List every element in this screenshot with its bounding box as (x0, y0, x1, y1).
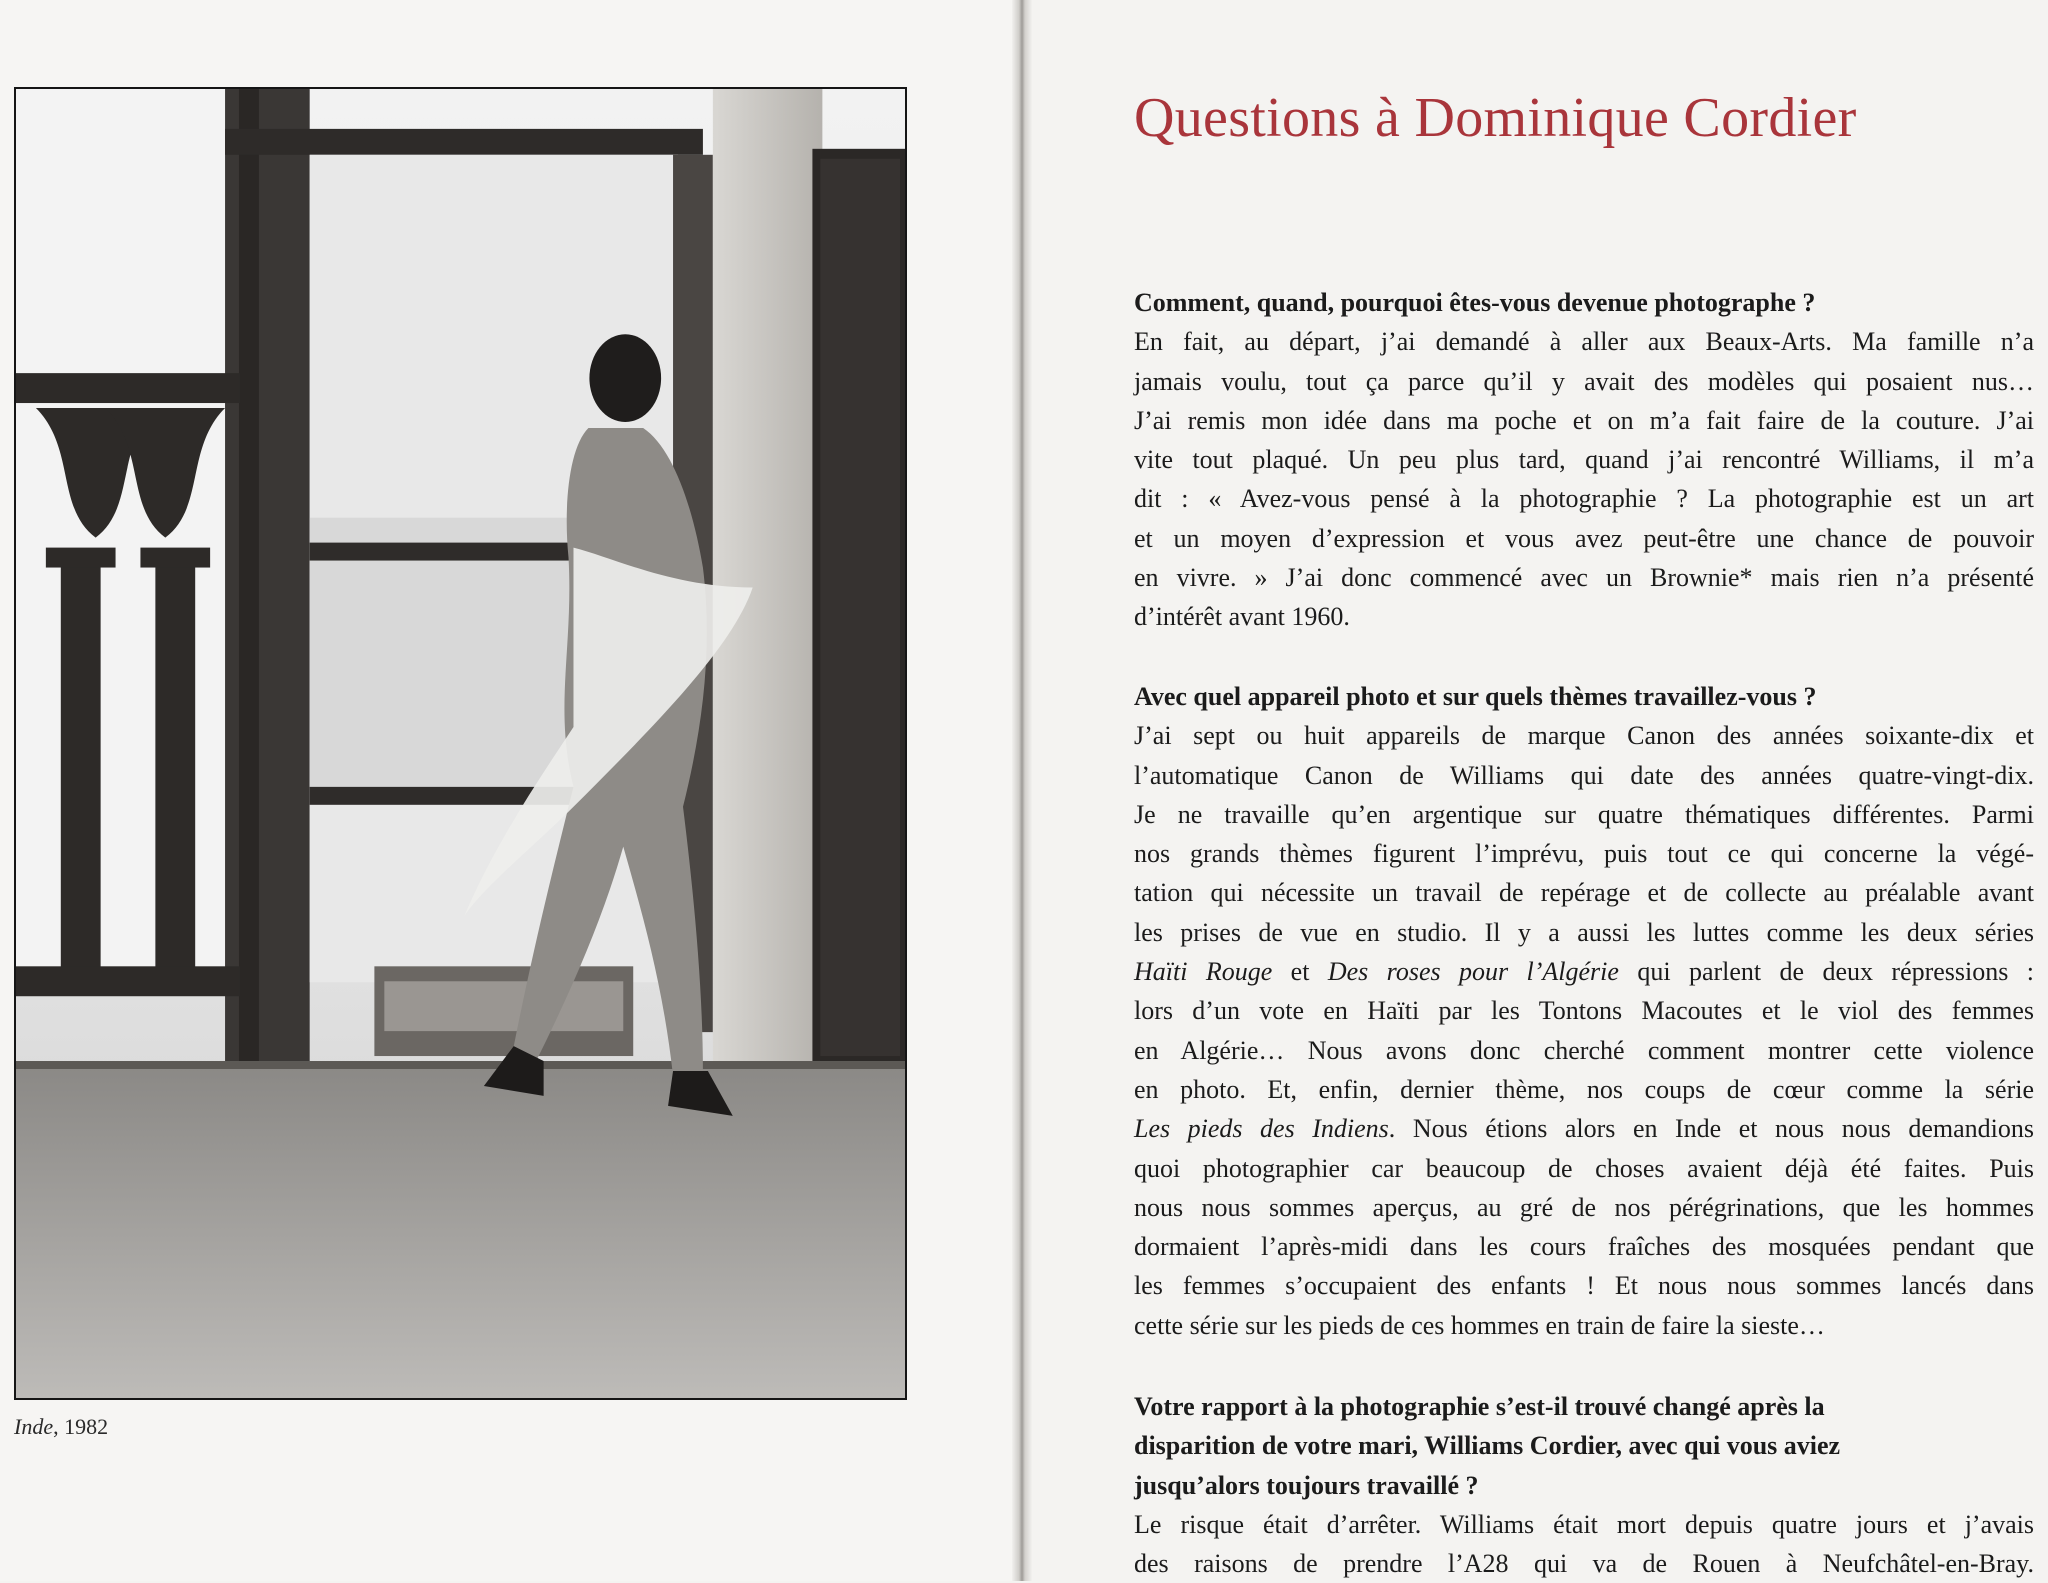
answer-line: en photo. Et, enfin, dernier thème, nos coups de cœur comme la série (1134, 1074, 2034, 1104)
question-1 (1134, 283, 2034, 322)
answer-line: en vivre. » J’ai donc commencé avec un Brownie* mais rien n’a présenté (1134, 563, 2034, 593)
qa-block-3 (1134, 1387, 2034, 1583)
answer-line: cette série sur les pieds de ces hommes en train de faire la sieste… (1134, 1310, 1825, 1340)
caption-year: , 1982 (53, 1414, 109, 1439)
series-title-haiti-rouge: Haïti Rouge (1134, 957, 1273, 987)
answer-line-with-series-titles (1134, 952, 2034, 991)
caption-place: Inde (14, 1414, 54, 1439)
answer-line: les prises de vue en studio. Il y a aussi les luttes comme les deux séries (1134, 917, 2034, 947)
answer-line: en Algérie… Nous avons donc cherché comment montrer cette violence (1134, 1035, 2034, 1065)
answer-line: J’ai sept ou huit appareils de marque Canon des années soixante-dix et (1134, 721, 2034, 751)
answer-line: nos grands thèmes figurent l’imprévu, puis tout ce qui concerne la végé- (1134, 839, 2034, 869)
page-title: Questions à Dominique Cordier (1134, 87, 1857, 149)
answer-line: l’automatique Canon de Williams qui date des années quatre-vingt-dix. (1134, 760, 2034, 790)
answer-line: Je ne travaille qu’en argentique sur quatre thématiques différentes. Parmi (1134, 799, 2034, 829)
question-line: Comment, quand, pourquoi êtes-vous devenue photographe ? (1134, 288, 1816, 317)
question-line: Avec quel appareil photo et sur quels thèmes travaillez-vous ? (1134, 682, 1817, 711)
answer-line-with-series-title (1134, 1109, 2034, 1148)
answer-line: des raisons de prendre l’A28 qui va de Rouen à Neufchâtel-en-Bray. (1134, 1549, 2034, 1579)
answer-line: jamais voulu, tout ça parce qu’il y avait des modèles qui posaient nus… (1134, 366, 2034, 396)
answer-text-fragment: et (1272, 957, 1328, 987)
qa-block-2 (1134, 677, 2034, 1345)
answer-line: et un moyen d’expression et vous avez peut-être une chance de pouvoir (1134, 523, 2034, 553)
series-title-les-pieds: Les pieds des Indiens (1134, 1114, 1389, 1144)
photograph-illustration (16, 89, 905, 1398)
series-title-des-roses: Des roses pour l’Algérie (1327, 957, 1619, 987)
photo-caption (14, 1414, 108, 1440)
answer-text-fragment: qui parlent de deux répressions : (1618, 957, 2035, 987)
answer-line: J’ai remis mon idée dans ma poche et on m’a fait faire de la couture. J’ai (1134, 405, 2034, 435)
question-line: disparition de votre mari, Williams Cordier, avec qui vous aviez (1134, 1431, 1841, 1461)
answer-line: les femmes s’occupaient des enfants ! Et nous nous sommes lancés dans (1134, 1271, 2034, 1301)
qa-block-1 (1134, 283, 2034, 637)
answer-line: vite tout plaqué. Un peu plus tard, quand j’ai rencontré Williams, il m’a (1134, 445, 2034, 475)
answer-1 (1134, 322, 2034, 636)
answer-line: En fait, au départ, j’ai demandé à aller aux Beaux-Arts. Ma famille n’a (1134, 327, 2034, 357)
left-page (0, 0, 1018, 1581)
question-2 (1134, 677, 2034, 716)
book-gutter (1012, 0, 1032, 1581)
answer-line: Le risque était d’arrêter. Williams était mort depuis quatre jours et j’avais (1134, 1509, 2034, 1539)
question-line: Votre rapport à la photographie s’est-il trouvé changé après la (1134, 1392, 1825, 1421)
answer-line: quoi photographier car beaucoup de choses avaient déjà été faites. Puis (1134, 1153, 2034, 1183)
answer-line: dormaient l’après-midi dans les cours fraîches des mosquées pendant que (1134, 1232, 2034, 1262)
answer-line: dit : « Avez-vous pensé à la photographie ? La photographie est un art (1134, 484, 2034, 514)
photograph-woman-at-window (14, 87, 907, 1400)
answer-line: tation qui nécessite un travail de repérage et de collecte au préalable avant (1134, 878, 2034, 908)
answer-2 (1134, 716, 2034, 1345)
answer-text-fragment: . Nous étions alors en Inde et nous nous demandions (1388, 1114, 2034, 1144)
answer-line: d’intérêt avant 1960. (1134, 602, 1350, 632)
question-3 (1134, 1387, 2034, 1505)
answer-3 (1134, 1505, 2034, 1583)
answer-line: nous nous sommes aperçus, au gré de nos pérégrinations, que les hommes (1134, 1192, 2034, 1222)
question-line: jusqu’alors toujours travaillé ? (1134, 1470, 1479, 1500)
answer-line: lors d’un vote en Haïti par les Tontons Macoutes et le viol des femmes (1134, 996, 2034, 1026)
